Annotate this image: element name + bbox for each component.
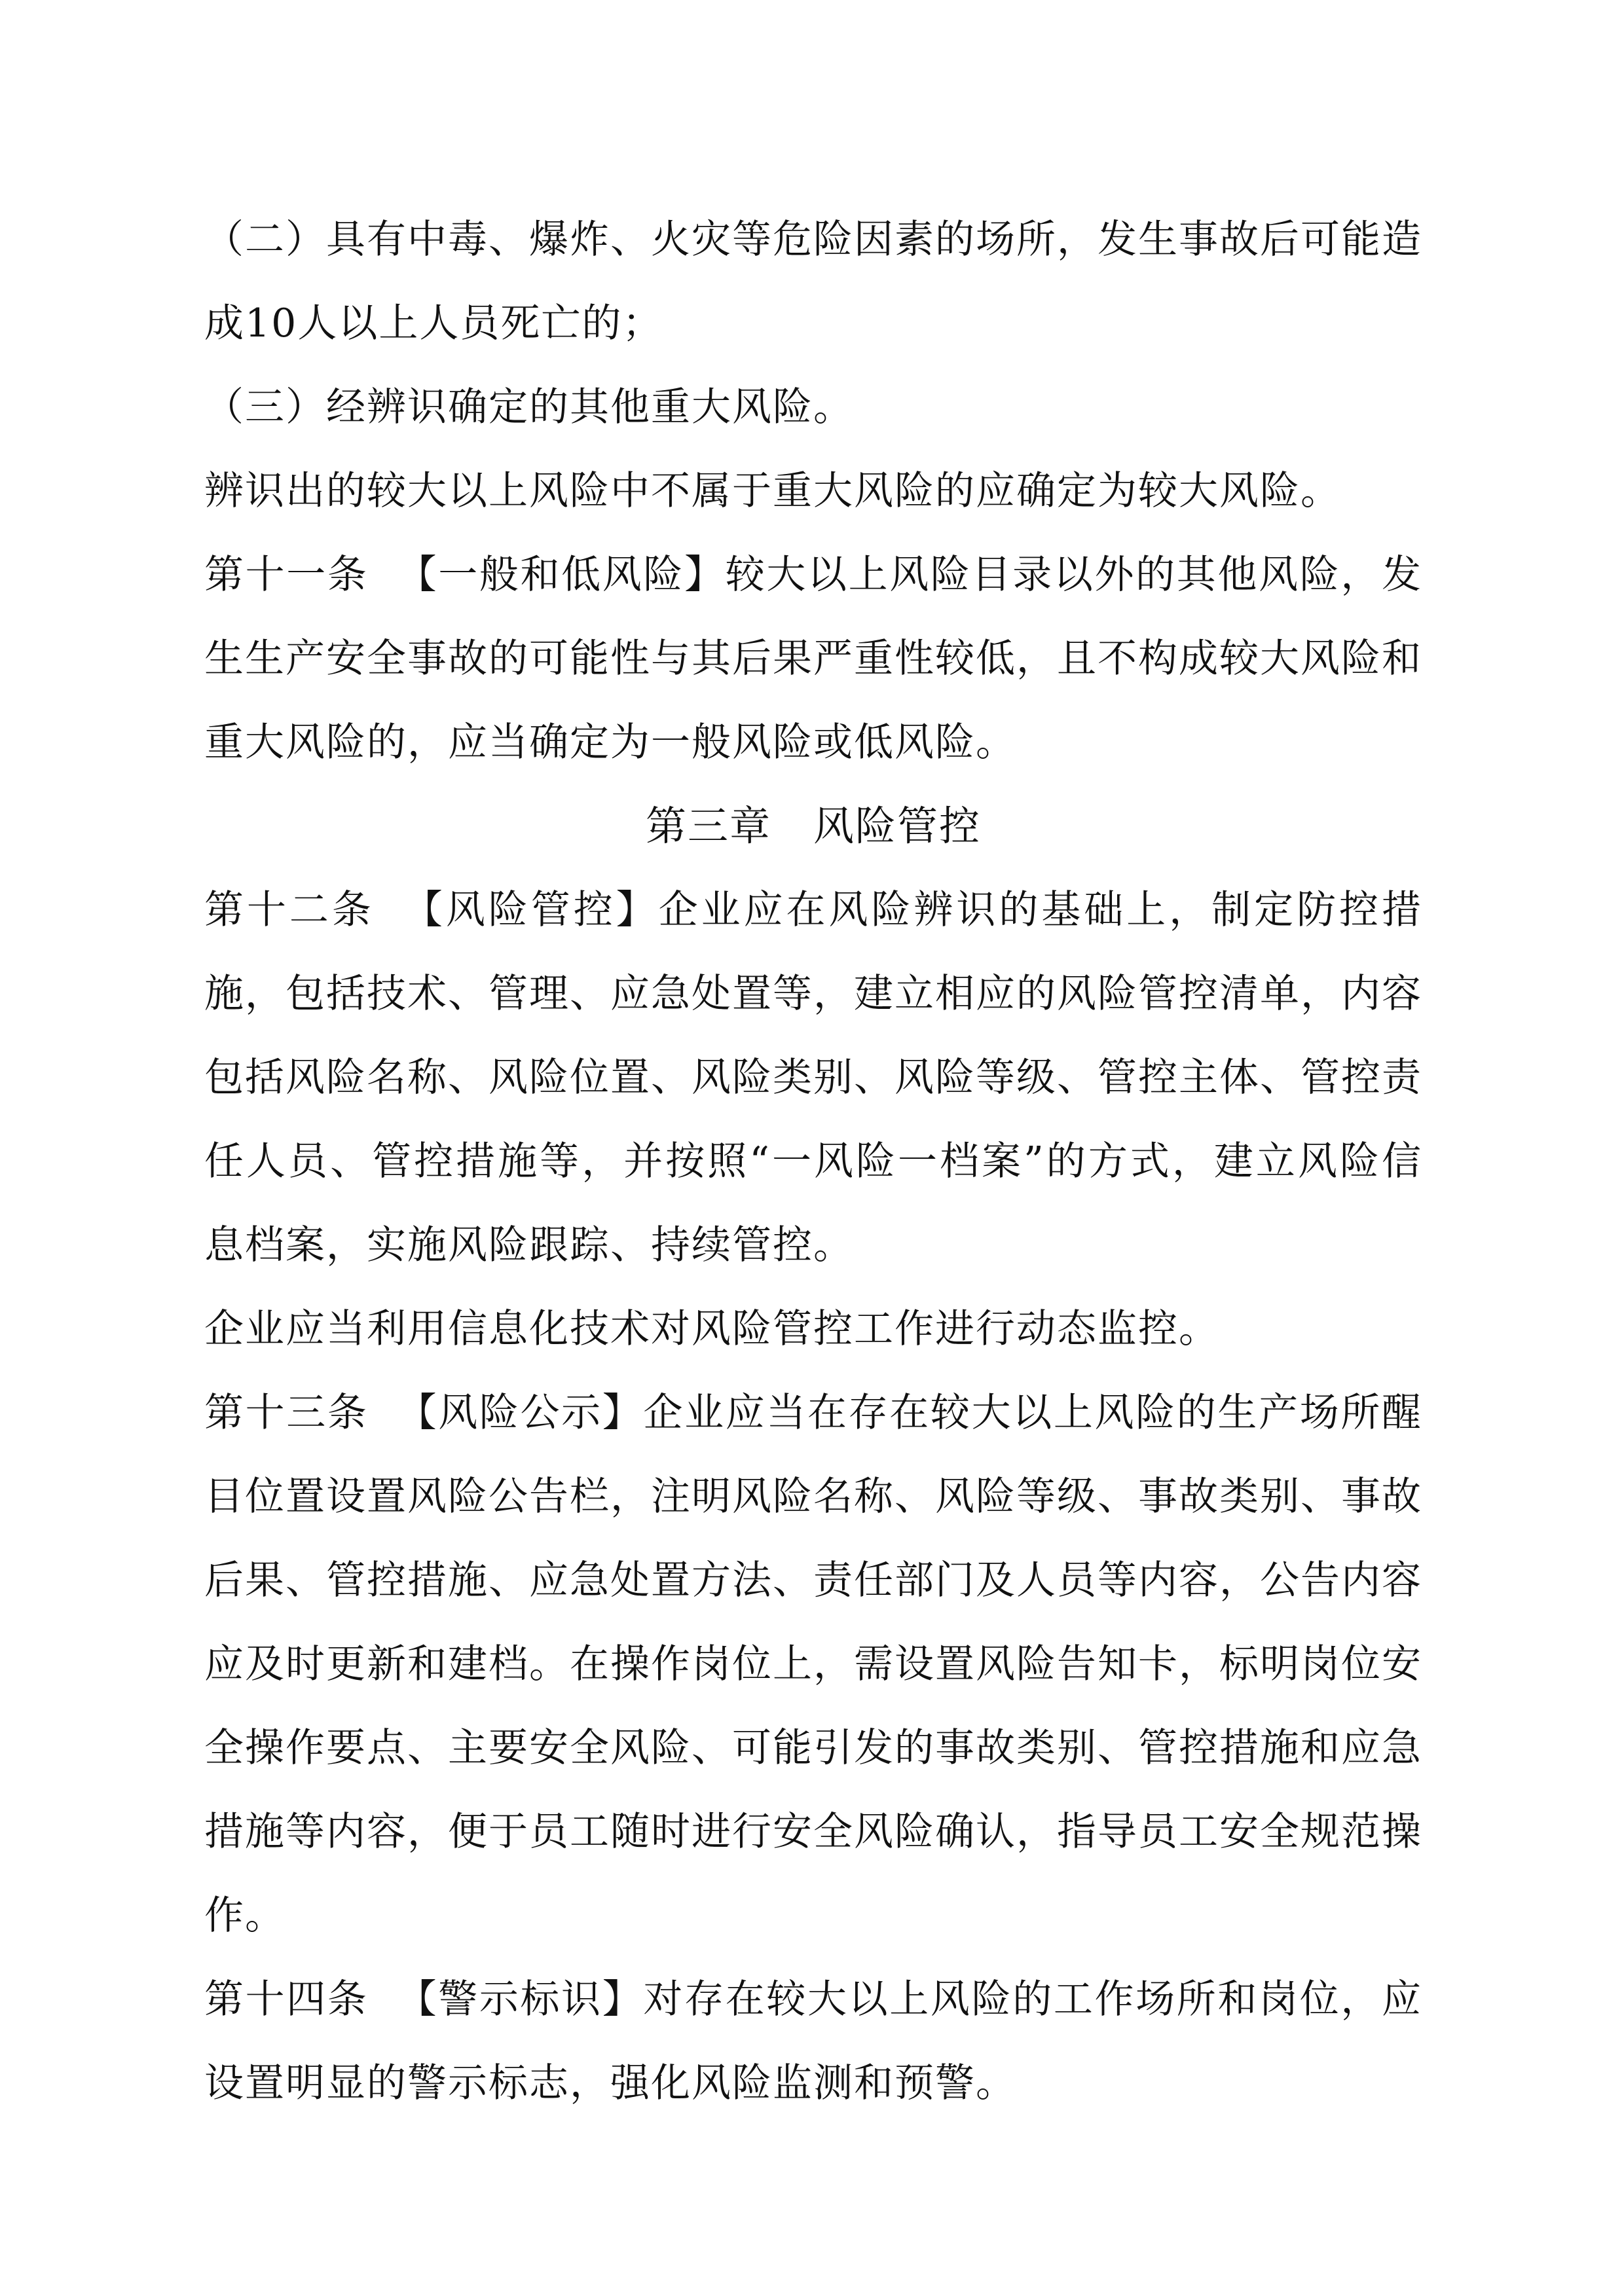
article-13-number: 第十三条 (204, 1390, 369, 1436)
article-14-number: 第十四条 (204, 1977, 369, 2022)
article-11 (204, 533, 1422, 784)
chapter-heading: 第三章 风险管控 (645, 802, 981, 850)
article-14-text: 【警示标识】对存在较大以上风险的工作场所和岗位，应设置明显的警示标志，强化风险监测和预警。 (204, 1977, 1423, 2106)
paragraph-item-3: （三）经辨识确定的其他重大风险。 (204, 384, 854, 430)
paragraph-it-monitoring: 企业应当利用信息化技术对风险管控工作进行动态监控。 (204, 1306, 1219, 1352)
paragraph-item-2: （二）具有中毒、爆炸、火灾等危险因素的场所，发生事故后可能造成10人以上人员死亡的； (204, 217, 1422, 346)
article-12-text: 【风险管控】企业应在风险辨识的基础上，制定防控措施，包括技术、管理、应急处置等，建立相应的风险管控清单，内容包括风险名称、风险位置、风险类别、风险等级、管控主体、管控责任人员、管控措施等，并按照“一风险一档案”的方式，建立风险信息档案，实施风险跟踪、持续管控。 (204, 887, 1423, 1268)
article-14 (204, 1958, 1422, 2125)
document-body (204, 198, 1422, 2125)
article-13-text: 【风险公示】企业应当在存在较大以上风险的生产场所醒目位置设置风险公告栏，注明风险名称、风险等级、事故类别、事故后果、管控措施、应急处置方法、责任部门及人员等内容，公告内容应及时更新和建档。在操作岗位上，需设置风险告知卡，标明岗位安全操作要点、主要安全风险、可能引发的事故类别、管控措施和应急措施等内容，便于员工随时进行安全风险确认，指导员工安全规范操作。 (204, 1390, 1423, 1939)
paragraph-major-risk-note: 辨识出的较大以上风险中不属于重大风险的应确定为较大风险。 (204, 468, 1341, 514)
article-12 (204, 868, 1422, 1287)
article-11-number: 第十一条 (204, 552, 369, 598)
article-12-number: 第十二条 (204, 887, 375, 933)
article-13 (204, 1371, 1422, 1958)
article-11-text: 【一般和低风险】较大以上风险目录以外的其他风险，发生生产安全事故的可能性与其后果严重性较低，且不构成较大风险和重大风险的，应当确定为一般风险或低风险。 (204, 552, 1423, 765)
